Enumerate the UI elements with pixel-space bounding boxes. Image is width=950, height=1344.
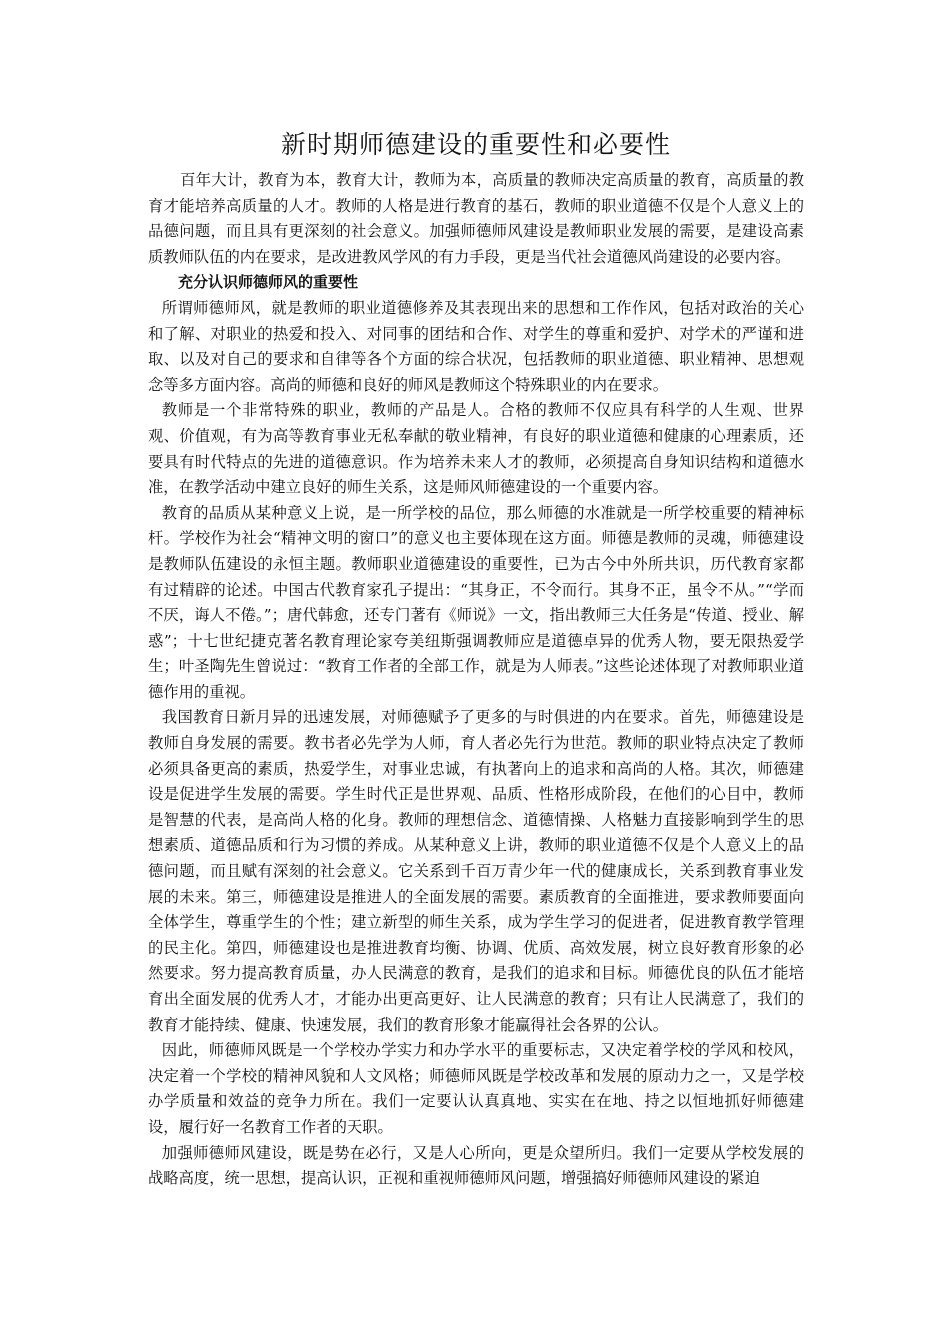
body-paragraph: 加强师德师风建设，既是势在必行，又是人心所向，更是众望所归。我们一定要从学校发展的战略高度，统一思想，提高认识，正视和重视师德师风问题，增强搞好师德师风建设的紧迫 (148, 1143, 804, 1188)
section-heading: 充分认识师德师风的重要性 (178, 273, 359, 292)
body-paragraph: 教师是一个非常特殊的职业，教师的产品是人。合格的教师不仅应具有科学的人生观、世界观、价值观，有为高等教育事业无私奉献的敬业精神，有良好的职业道德和健康的心理素质，还要具有时代特点的先进的道德意识。作为培养未来人才的教师，必须提高自身知识结构和道德水准，在教学活动中建立良好的师生关系，这是师风师德建设的一个重要内容。 (148, 401, 804, 497)
document-page (148, 128, 804, 1192)
body-paragraph: 因此，师德师风既是一个学校办学实力和办学水平的重要标志，又决定着学校的学风和校风，决定着一个学校的精神风貌和人文风格；师德师风既是学校改革和发展的原动力之一，又是学校办学质量和效益的竞争力所在。我们一定要认认真真地、实实在在地、持之以恒地抓好师德建设，履行好一名教育工作者的天职。 (148, 1041, 804, 1136)
document-title: 新时期师德建设的重要性和必要性 (280, 130, 671, 159)
body-paragraph: 我国教育日新月异的迅速发展，对师德赋予了更多的与时俱进的内在要求。首先，师德建设是教师自身发展的需要。教书者必先学为人师，育人者必先行为世范。教师的职业特点决定了教师必须具备更高的素质，热爱学生，对事业忠诚，有执著向上的追求和高尚的人格。其次，师德建设是促进学生发展的需要。学生时代正是世界观、品质、性格形成阶段，在他们的心目中，教师是智慧的代表，是高尚人格的化身。教师的理想信念、道德情操、人格魅力直接影响到学生的思想素质、道德品质和行为习惯的养成。从某种意义上讲，教师的职业道德不仅是个人意义上的品德问题，而且赋有深刻的社会意义。它关系到千百万青少年一代的健康成长，关系到教育事业发展的未来。第三，师德建设是推进人的全面发展的需要。素质教育的全面推进，要求教师要面向全体学生，尊重学生的个性；建立新型的师生关系，成为学生学习的促进者，促进教育教学管理的民主化。第四，师德建设也是推进教育均衡、协调、优质、高效发展，树立良好教育形象的必然要求。努力提高教育质量，办人民满意的教育，是我们的追求和目标。师德优良的队伍才能培育出全面发展的优秀人才，才能办出更高更好、让人民满意的教育；只有让人民满意了，我们的教育才能持续、健康、快速发展，我们的教育形象才能赢得社会各界的公认。 (148, 708, 804, 1034)
body-paragraph: 所谓师德师风，就是教师的职业道德修养及其表现出来的思想和工作作风，包括对政治的关心和了解、对职业的热爱和投入、对同事的团结和合作、对学生的尊重和爱护、对学术的严谨和进取、以及对自己的要求和自律等各个方面的综合状况，包括教师的职业道德、职业精神、思想观念等多方面内容。高尚的师德和良好的师风是教师这个特殊职业的内在要求。 (148, 298, 804, 394)
body-paragraph: 教育的品质从某种意义上说，是一所学校的品位，那么师德的水准就是一所学校重要的精神标杆。学校作为社会“精神文明的窗口”的意义也主要体现在这方面。师德是教师的灵魂，师德建设是教师队伍建设的永恒主题。教师职业道德建设的重要性，已为古今中外所共识，历代教育家都有过精辟的论述。中国古代教育家孔子提出：“其身正，不令而行。其身不正，虽令不从。”“学而不厌，诲人不倦。”；唐代韩愈，还专门著有《师说》一文，指出教师三大任务是“传道、授业、解惑”；十七世纪捷克著名教育理论家夸美纽斯强调教师应是道德卓异的优秀人物，要无限热爱学生；叶圣陶先生曾说过：“教育工作者的全部工作，就是为人师表。”这些论述体现了对教师职业道德作用的重视。 (148, 503, 804, 701)
intro-paragraph: 百年大计，教育为本，教育大计，教师为本，高质量的教师决定高质量的教育，高质量的教育才能培养高质量的人才。教师的人格是进行教育的基石，教师的职业道德不仅是个人意义上的品德问题，而且具有更深刻的社会意义。加强师德师风建设是教师职业发展的需要，是建设高素质教师队伍的内在要求，是改进教风学风的有力手段，更是当代社会道德风尚建设的必要内容。 (148, 171, 804, 266)
